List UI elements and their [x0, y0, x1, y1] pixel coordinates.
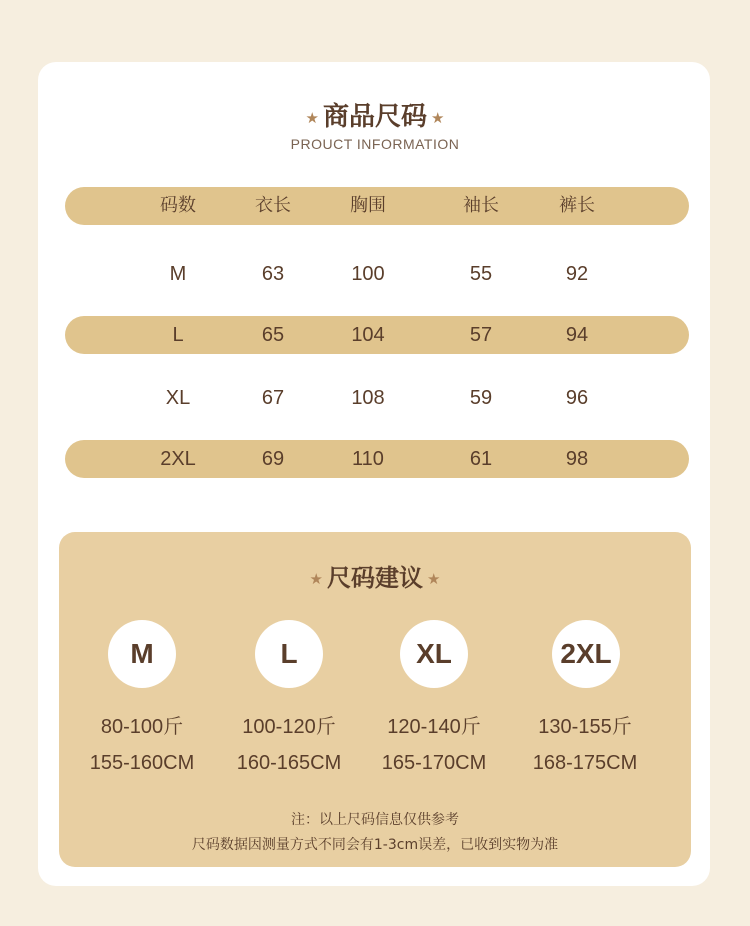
table-header-row — [65, 187, 689, 225]
table-row — [65, 255, 689, 293]
height-range: 160-165CM — [236, 752, 342, 774]
star-icon: ★ — [305, 108, 319, 127]
table-cell: L — [172, 324, 184, 346]
table-cell: 100 — [351, 263, 385, 285]
table-cell: 110 — [352, 448, 384, 470]
table-cell: 108 — [351, 387, 385, 409]
star-icon: ★ — [309, 570, 323, 588]
table-cell: XL — [165, 387, 191, 409]
table-cell: 96 — [565, 387, 589, 409]
table-cell: 65 — [261, 324, 285, 346]
table-cell: M — [169, 263, 187, 285]
table-cell: 61 — [469, 448, 493, 470]
column-header-size: 码数 — [160, 195, 196, 216]
column-header-chest: 胸围 — [350, 195, 386, 216]
table-row — [65, 440, 689, 478]
table-cell: 94 — [565, 324, 589, 346]
size-badge-l: L — [255, 620, 323, 688]
height-range: 165-170CM — [381, 752, 487, 774]
table-cell: 98 — [565, 448, 589, 470]
table-cell: 55 — [469, 263, 493, 285]
section-subtitle: PROUCT INFORMATION — [290, 136, 460, 152]
weight-range: 130-155斤 — [538, 716, 632, 738]
weight-range: 120-140斤 — [387, 716, 481, 738]
table-cell: 2XL — [160, 448, 196, 470]
weight-range: 80-100斤 — [100, 716, 184, 738]
size-badge-m: M — [108, 620, 176, 688]
height-range: 155-160CM — [89, 752, 195, 774]
title-text: 商品尺码 — [322, 102, 427, 132]
table-cell: 92 — [565, 263, 589, 285]
column-header-pants: 裤长 — [559, 195, 595, 216]
disclaimer-note: 注：以上尺码信息仅供参考 — [291, 812, 459, 828]
height-range: 168-175CM — [532, 752, 638, 774]
table-cell: 63 — [261, 263, 285, 285]
table-cell: 69 — [261, 448, 285, 470]
star-icon: ★ — [431, 108, 445, 127]
section-title — [0, 96, 750, 133]
column-header-sleeve: 袖长 — [463, 195, 499, 216]
table-cell: 67 — [261, 387, 285, 409]
table-row — [65, 379, 689, 417]
column-header-length: 衣长 — [255, 195, 291, 216]
star-icon: ★ — [427, 570, 441, 588]
suggestion-title-text: 尺码建议 — [327, 564, 423, 592]
size-badge-xl: XL — [400, 620, 468, 688]
size-badge-2xl: 2XL — [552, 620, 620, 688]
table-cell: 57 — [469, 324, 493, 346]
weight-range: 100-120斤 — [242, 716, 336, 738]
disclaimer-note: 尺码数据因测量方式不同会有1-3cm误差，已收到实物为准 — [191, 837, 559, 853]
table-cell: 59 — [469, 387, 493, 409]
suggestion-title — [0, 558, 750, 593]
table-cell: 104 — [351, 324, 385, 346]
table-row — [65, 316, 689, 354]
